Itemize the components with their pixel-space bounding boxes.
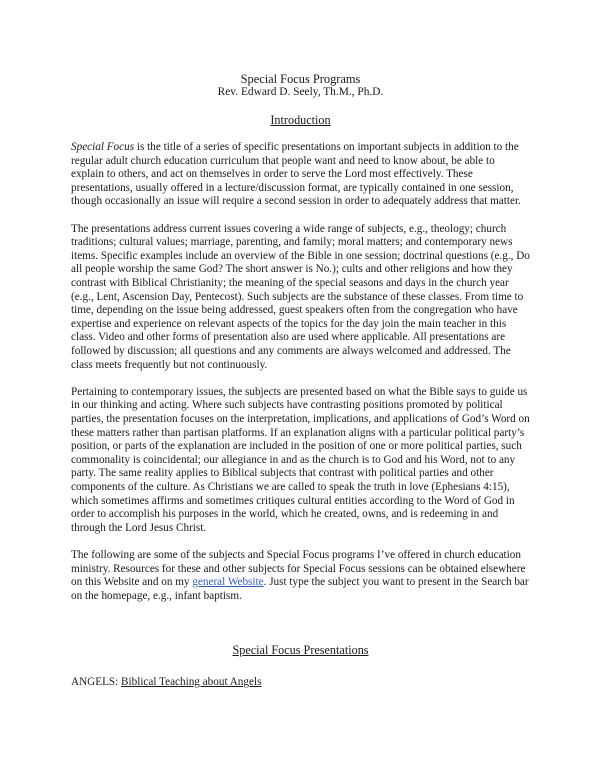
intro-paragraph-4-text-before: The following are some of the subjects and Special Focus programs I’ve offered in church education ministry. Resources for these and other subjects for Special Focus sessions can be obtained elsewhere on this Website and on my <box>71 548 526 589</box>
topic-label: ANGELS: <box>71 675 122 688</box>
intro-paragraph-1 <box>71 141 530 209</box>
topic-item-angels <box>71 676 530 690</box>
presentations-heading: Special Focus Presentations <box>232 643 369 658</box>
document-title: Special Focus Programs <box>240 72 361 86</box>
intro-paragraph-1-text: is the title of a series of specific presentations on important subjects in addition to the regular adult church education curriculum that people want and need to know about, be able to explain to others, and act on themselves in order to serve the Lord most effectively. These presentations, usually offered in a lecture/discussion format, are typically contained in one session, though occasionally an issue will require a second session in order to adequately address that matter. <box>71 141 521 208</box>
introduction-heading: Introduction <box>270 112 331 127</box>
intro-paragraph-2: The presentations address current issues covering a wide range of subjects, e.g., theology; church traditions; cultural values; marriage, parenting, and family; moral matters; and contemporary news items. Specific examples include an overview of the Bible in one session; doctrinal questions (e.g., Do all people worship the same God? The short answer is No.); cults and other religions and how they contrast with Biblical Christianity; the meaning of the special seasons and days in the church year (e.g., Lent, Ascension Day, Pentecost). Such subjects are the substance of these classes. From time to time, depending on the issue being addressed, guest speakers often from the congregation who have expertise and experience on relevant aspects of the topics for the day join the main teacher in this class. Video and other forms of presentation also are used where applicable. All presentations are followed by discussion; all questions and any comments are always welcomed and addressed. The class meets frequently but not continuously. <box>71 222 530 371</box>
intro-paragraph-4 <box>71 549 530 603</box>
intro-paragraph-4-text-after: . Just type the subject you want to present in the Search bar on the homepage, e.g., infant baptism. <box>71 576 529 602</box>
angels-topic-link[interactable]: Biblical Teaching about Angels <box>121 675 262 688</box>
special-focus-term: Special Focus <box>71 141 135 154</box>
document-author: Rev. Edward D. Seely, Th.M., Ph.D. <box>217 86 384 98</box>
intro-paragraph-3: Pertaining to contemporary issues, the subjects are presented based on what the Bible says to guide us in our thinking and acting. Where such subjects have contrasting positions promoted by political parties, the presentation focuses on the interpretation, implications, and applications of God’s Word on these matters rather than partisan platforms. If an explanation aligns with a particular political party’s position, or parts of the explanation are included in the position of one or more political parties, such commonality is coincidental; our allegiance in and as the church is to God and his Word, not to any party. The same reality applies to Biblical subjects that contrast with political parties and other components of the culture. As Christians we are called to speak the truth in love (Ephesians 4:15), which sometimes affirms and sometimes critiques cultural entities according to the Word of God in order to accomplish his purposes in the world, which he created, owns, and is redeeming in and through the Lord Jesus Christ. <box>71 385 530 534</box>
general-website-link[interactable]: general Website <box>192 576 264 589</box>
